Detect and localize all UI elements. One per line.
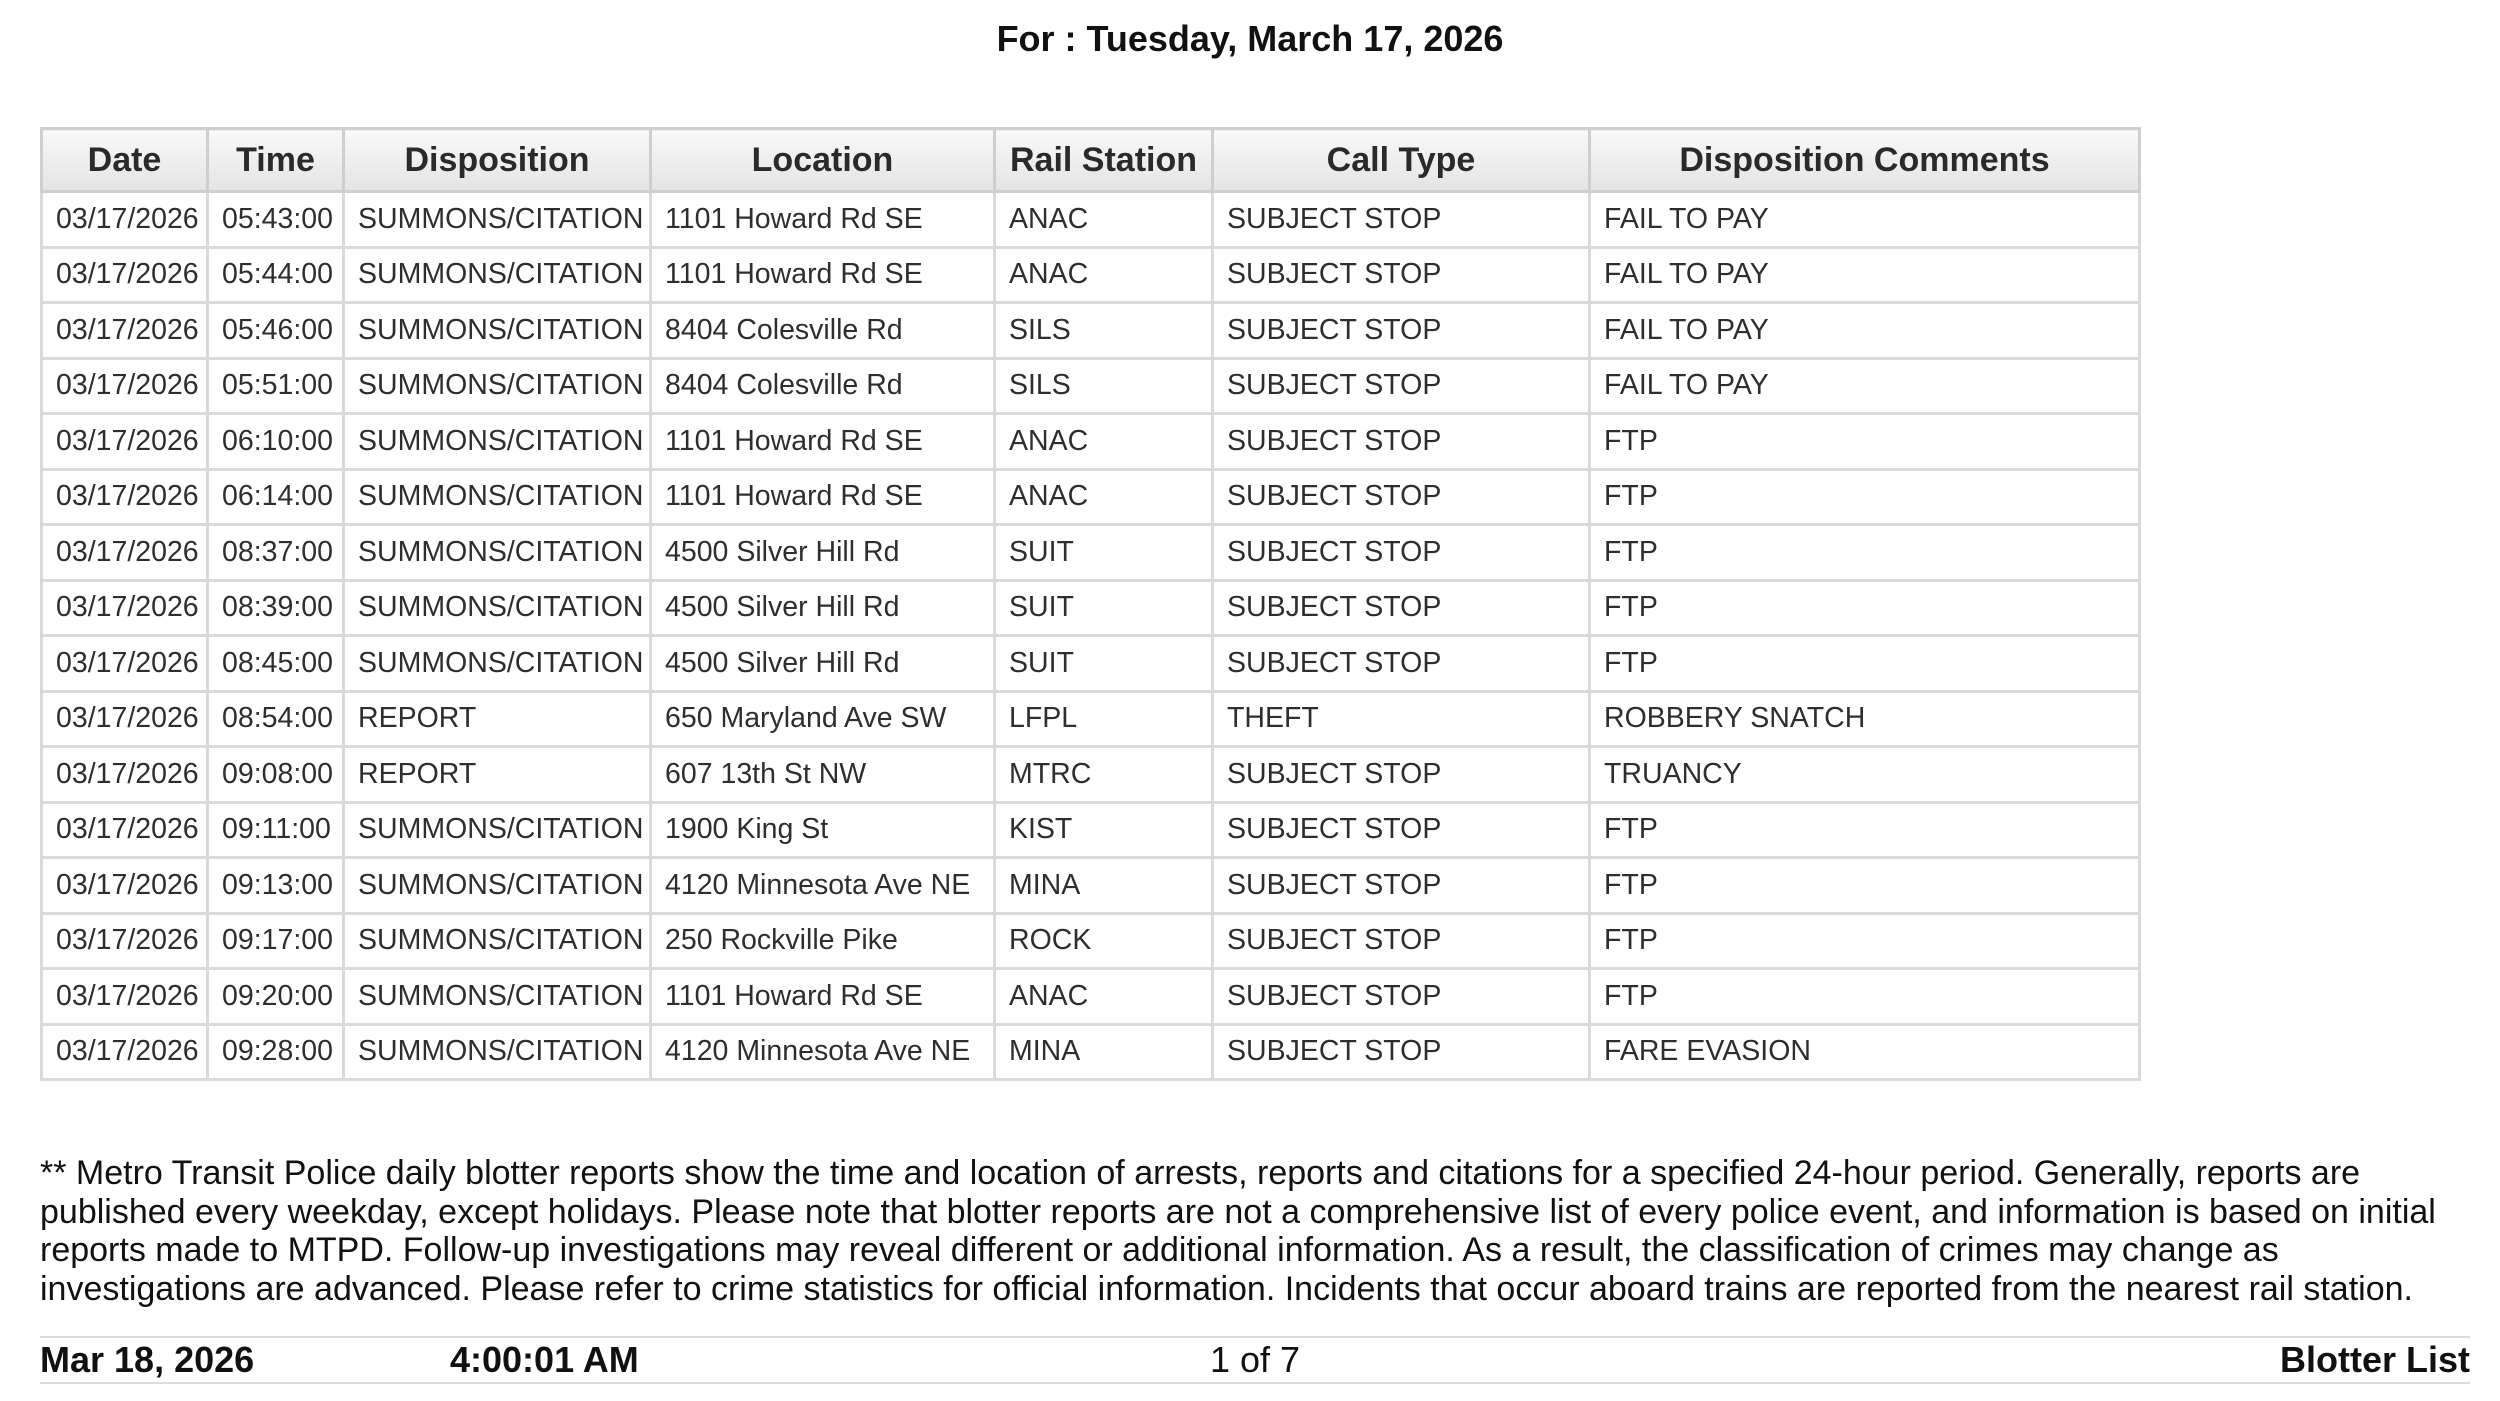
time-cell: 09:11:00 bbox=[208, 802, 344, 858]
date-cell: 03/17/2026 bbox=[42, 414, 208, 470]
rail-station-cell: MTRC bbox=[995, 747, 1213, 803]
time-cell: 09:28:00 bbox=[208, 1024, 344, 1080]
rail-station-cell: ANAC bbox=[995, 469, 1213, 525]
disposition-cell: SUMMONS/CITATION bbox=[344, 303, 651, 359]
time-cell: 05:43:00 bbox=[208, 192, 344, 248]
date-cell: 03/17/2026 bbox=[42, 913, 208, 969]
rail-station-cell: ANAC bbox=[995, 192, 1213, 248]
date-cell: 03/17/2026 bbox=[42, 192, 208, 248]
call-type-cell: SUBJECT STOP bbox=[1213, 858, 1590, 914]
report-title: For : Tuesday, March 17, 2026 bbox=[996, 18, 1504, 59]
rail-station-cell: KIST bbox=[995, 802, 1213, 858]
footer-page-number: 1 of 7 bbox=[1210, 1339, 1301, 1380]
table-header-row bbox=[42, 129, 2140, 192]
disposition-comments-cell: TRUANCY bbox=[1590, 747, 2140, 803]
call-type-cell: SUBJECT STOP bbox=[1213, 414, 1590, 470]
location-cell: 1101 Howard Rd SE bbox=[651, 247, 995, 303]
location-cell: 1900 King St bbox=[651, 802, 995, 858]
disposition-comments-cell: FAIL TO PAY bbox=[1590, 192, 2140, 248]
disposition-cell: REPORT bbox=[344, 747, 651, 803]
disposition-comments-cell: ROBBERY SNATCH bbox=[1590, 691, 2140, 747]
table-row bbox=[42, 636, 2140, 692]
column-header-disposition: Disposition bbox=[344, 129, 651, 192]
disposition-comments-cell: FTP bbox=[1590, 636, 2140, 692]
time-cell: 06:14:00 bbox=[208, 469, 344, 525]
location-cell: 1101 Howard Rd SE bbox=[651, 414, 995, 470]
date-cell: 03/17/2026 bbox=[42, 247, 208, 303]
location-cell: 4500 Silver Hill Rd bbox=[651, 636, 995, 692]
date-cell: 03/17/2026 bbox=[42, 747, 208, 803]
location-cell: 8404 Colesville Rd bbox=[651, 358, 995, 414]
date-cell: 03/17/2026 bbox=[42, 1024, 208, 1080]
date-cell: 03/17/2026 bbox=[42, 969, 208, 1025]
disposition-comments-cell: FARE EVASION bbox=[1590, 1024, 2140, 1080]
disposition-cell: SUMMONS/CITATION bbox=[344, 858, 651, 914]
disposition-cell: SUMMONS/CITATION bbox=[344, 525, 651, 581]
rail-station-cell: ANAC bbox=[995, 969, 1213, 1025]
table-row bbox=[42, 969, 2140, 1025]
footer-report-name: Blotter List bbox=[2279, 1339, 2470, 1380]
disposition-cell: REPORT bbox=[344, 691, 651, 747]
rail-station-cell: ANAC bbox=[995, 247, 1213, 303]
time-cell: 05:51:00 bbox=[208, 358, 344, 414]
rail-station-cell: ROCK bbox=[995, 913, 1213, 969]
disposition-comments-cell: FTP bbox=[1590, 469, 2140, 525]
date-cell: 03/17/2026 bbox=[42, 636, 208, 692]
footer-time: 4:00:01 AM bbox=[450, 1339, 639, 1380]
location-cell: 250 Rockville Pike bbox=[651, 913, 995, 969]
table-row bbox=[42, 913, 2140, 969]
disposition-comments-cell: FTP bbox=[1590, 414, 2140, 470]
call-type-cell: SUBJECT STOP bbox=[1213, 525, 1590, 581]
disposition-comments-cell: FTP bbox=[1590, 913, 2140, 969]
column-header-disposition-comments: Disposition Comments bbox=[1590, 129, 2140, 192]
time-cell: 08:37:00 bbox=[208, 525, 344, 581]
call-type-cell: SUBJECT STOP bbox=[1213, 358, 1590, 414]
location-cell: 1101 Howard Rd SE bbox=[651, 192, 995, 248]
disposition-cell: SUMMONS/CITATION bbox=[344, 247, 651, 303]
column-header-time: Time bbox=[208, 129, 344, 192]
table-row bbox=[42, 469, 2140, 525]
call-type-cell: SUBJECT STOP bbox=[1213, 192, 1590, 248]
location-cell: 650 Maryland Ave SW bbox=[651, 691, 995, 747]
rail-station-cell: SUIT bbox=[995, 636, 1213, 692]
table-row bbox=[42, 580, 2140, 636]
location-cell: 4120 Minnesota Ave NE bbox=[651, 858, 995, 914]
blotter-table bbox=[40, 127, 2141, 1081]
rail-station-cell: MINA bbox=[995, 1024, 1213, 1080]
time-cell: 08:45:00 bbox=[208, 636, 344, 692]
date-cell: 03/17/2026 bbox=[42, 691, 208, 747]
column-header-call-type: Call Type bbox=[1213, 129, 1590, 192]
location-cell: 4500 Silver Hill Rd bbox=[651, 525, 995, 581]
date-cell: 03/17/2026 bbox=[42, 303, 208, 359]
disposition-cell: SUMMONS/CITATION bbox=[344, 802, 651, 858]
table-row bbox=[42, 247, 2140, 303]
call-type-cell: SUBJECT STOP bbox=[1213, 747, 1590, 803]
call-type-cell: SUBJECT STOP bbox=[1213, 469, 1590, 525]
rail-station-cell: SUIT bbox=[995, 580, 1213, 636]
table-body bbox=[42, 192, 2140, 1080]
time-cell: 09:08:00 bbox=[208, 747, 344, 803]
table-row bbox=[42, 303, 2140, 359]
time-cell: 08:54:00 bbox=[208, 691, 344, 747]
table-row bbox=[42, 691, 2140, 747]
disposition-comments-cell: FAIL TO PAY bbox=[1590, 303, 2140, 359]
disposition-comments-cell: FTP bbox=[1590, 969, 2140, 1025]
date-cell: 03/17/2026 bbox=[42, 358, 208, 414]
disposition-comments-cell: FAIL TO PAY bbox=[1590, 247, 2140, 303]
disposition-comments-cell: FTP bbox=[1590, 580, 2140, 636]
call-type-cell: SUBJECT STOP bbox=[1213, 303, 1590, 359]
time-cell: 09:20:00 bbox=[208, 969, 344, 1025]
time-cell: 06:10:00 bbox=[208, 414, 344, 470]
table-row bbox=[42, 802, 2140, 858]
time-cell: 05:46:00 bbox=[208, 303, 344, 359]
rail-station-cell: SUIT bbox=[995, 525, 1213, 581]
disposition-cell: SUMMONS/CITATION bbox=[344, 414, 651, 470]
call-type-cell: SUBJECT STOP bbox=[1213, 969, 1590, 1025]
disposition-comments-cell: FTP bbox=[1590, 858, 2140, 914]
location-cell: 4120 Minnesota Ave NE bbox=[651, 1024, 995, 1080]
date-cell: 03/17/2026 bbox=[42, 580, 208, 636]
table-row bbox=[42, 747, 2140, 803]
call-type-cell: SUBJECT STOP bbox=[1213, 802, 1590, 858]
location-cell: 4500 Silver Hill Rd bbox=[651, 580, 995, 636]
time-cell: 08:39:00 bbox=[208, 580, 344, 636]
disposition-cell: SUMMONS/CITATION bbox=[344, 1024, 651, 1080]
footer-date: Mar 18, 2026 bbox=[40, 1339, 255, 1380]
table-row bbox=[42, 1024, 2140, 1080]
location-cell: 1101 Howard Rd SE bbox=[651, 469, 995, 525]
location-cell: 607 13th St NW bbox=[651, 747, 995, 803]
disposition-cell: SUMMONS/CITATION bbox=[344, 469, 651, 525]
page-footer bbox=[40, 1336, 2470, 1384]
disposition-cell: SUMMONS/CITATION bbox=[344, 636, 651, 692]
table-row bbox=[42, 192, 2140, 248]
footnote-disclaimer: ** Metro Transit Police daily blotter reports show the time and location of arrests, reports and citations for a specified 24-hour period. Generally, reports are published every weekday, except holidays. Please note that blotter reports are not a comprehensive list of every police event, and information is based on initial reports made to MTPD. Follow-up investigations may reveal different or additional information. As a result, the classification of crimes may change as investigations are advanced. Please refer to crime statistics for official information. Incidents that occur aboard trains are reported from the nearest rail station. bbox=[40, 1154, 2436, 1308]
disposition-cell: SUMMONS/CITATION bbox=[344, 192, 651, 248]
date-cell: 03/17/2026 bbox=[42, 469, 208, 525]
disposition-cell: SUMMONS/CITATION bbox=[344, 580, 651, 636]
call-type-cell: SUBJECT STOP bbox=[1213, 580, 1590, 636]
disposition-comments-cell: FAIL TO PAY bbox=[1590, 358, 2140, 414]
call-type-cell: SUBJECT STOP bbox=[1213, 1024, 1590, 1080]
call-type-cell: SUBJECT STOP bbox=[1213, 913, 1590, 969]
time-cell: 09:17:00 bbox=[208, 913, 344, 969]
column-header-location: Location bbox=[651, 129, 995, 192]
disposition-comments-cell: FTP bbox=[1590, 802, 2140, 858]
date-cell: 03/17/2026 bbox=[42, 858, 208, 914]
call-type-cell: SUBJECT STOP bbox=[1213, 636, 1590, 692]
table-row bbox=[42, 858, 2140, 914]
rail-station-cell: LFPL bbox=[995, 691, 1213, 747]
rail-station-cell: MINA bbox=[995, 858, 1213, 914]
location-cell: 8404 Colesville Rd bbox=[651, 303, 995, 359]
column-header-rail-station: Rail Station bbox=[995, 129, 1213, 192]
location-cell: 1101 Howard Rd SE bbox=[651, 969, 995, 1025]
disposition-comments-cell: FTP bbox=[1590, 525, 2140, 581]
time-cell: 05:44:00 bbox=[208, 247, 344, 303]
disposition-cell: SUMMONS/CITATION bbox=[344, 969, 651, 1025]
disposition-cell: SUMMONS/CITATION bbox=[344, 358, 651, 414]
time-cell: 09:13:00 bbox=[208, 858, 344, 914]
table-row bbox=[42, 525, 2140, 581]
rail-station-cell: SILS bbox=[995, 358, 1213, 414]
rail-station-cell: ANAC bbox=[995, 414, 1213, 470]
disposition-cell: SUMMONS/CITATION bbox=[344, 913, 651, 969]
date-cell: 03/17/2026 bbox=[42, 802, 208, 858]
rail-station-cell: SILS bbox=[995, 303, 1213, 359]
table-row bbox=[42, 414, 2140, 470]
date-cell: 03/17/2026 bbox=[42, 525, 208, 581]
table-row bbox=[42, 358, 2140, 414]
call-type-cell: THEFT bbox=[1213, 691, 1590, 747]
call-type-cell: SUBJECT STOP bbox=[1213, 247, 1590, 303]
column-header-date: Date bbox=[42, 129, 208, 192]
